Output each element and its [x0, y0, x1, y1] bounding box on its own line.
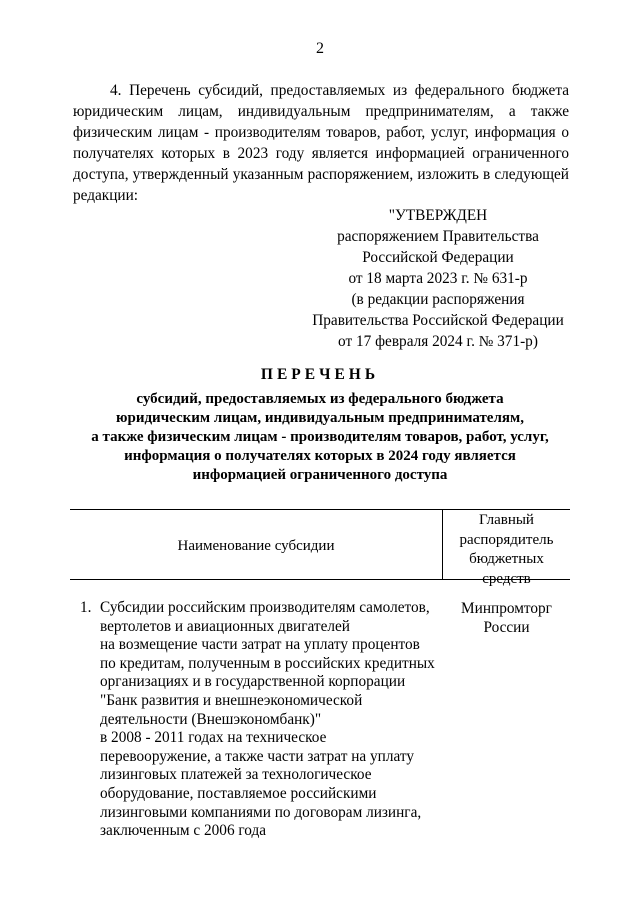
row-text-line: в 2008 - 2011 годах на техническое	[100, 729, 327, 747]
row-text-line: организациях и в государственной корпорации	[100, 673, 406, 691]
row-text-line: на возмещение части затрат на уплату процентов	[100, 636, 420, 654]
row-text-line: оборудование, поставляемое российскими	[100, 784, 377, 802]
row-text-line: деятельности (Внешэкономбанк)"	[100, 710, 322, 728]
document-title: ПЕРЕЧЕНЬ	[260, 366, 380, 383]
row-text-line: по кредитам, полученным в российских кредитных	[100, 654, 435, 672]
approval-line: Российской Федерации	[362, 249, 514, 266]
header-line: распорядитель	[459, 531, 554, 548]
row-text-line: лизинговыми компаниями по договорам лизинга,	[100, 803, 422, 821]
row-subsidy-text	[100, 599, 436, 841]
header-chief-administrator	[443, 511, 570, 589]
page-number: 2	[316, 40, 324, 57]
approval-block	[300, 205, 576, 352]
row-administrator	[443, 599, 570, 637]
header-line: Главный	[479, 512, 534, 528]
document-subtitle	[70, 390, 570, 485]
row-text-line: перевооружение, а также части затрат на уплату	[100, 747, 414, 765]
subtitle-line: а также физическим лицам - производителям товаров, работ, услуг,	[91, 429, 549, 445]
row-text-line: заключенным с 2006 года	[100, 822, 267, 840]
row-text-line: лизинговых платежей за технологическое	[100, 766, 372, 784]
approval-line: распоряжением Правительства	[337, 228, 539, 245]
subtitle-line: информация о получателях которых в 2024 году является	[124, 448, 516, 464]
row-text-line: "Банк развития и внешнеэкономической	[100, 691, 363, 709]
table-top-border	[70, 509, 570, 510]
approval-line: "УТВЕРЖДЕН	[388, 207, 488, 224]
row-text-line: Субсидии российским производителям самолетов,	[100, 599, 430, 616]
approval-line: (в редакции распоряжения	[351, 291, 525, 308]
approval-line: от 18 марта 2023 г. № 631-р	[348, 270, 528, 287]
header-line: бюджетных	[469, 551, 544, 567]
approval-line: Правительства Российской Федерации	[312, 312, 564, 329]
header-subsidy-name: Наименование субсидии	[177, 538, 335, 554]
header-line: средств	[482, 570, 531, 587]
subtitle-line: информацией ограниченного доступа	[192, 467, 448, 483]
subtitle-line: субсидий, предоставляемых из федерального бюджета	[136, 391, 504, 407]
intro-paragraph: 4. Перечень субсидий, предоставляемых из федерального бюджета юридическим лицам, индивидуальным предпринимателям, а также физическим лицам - производителям товаров, работ, услуг, информация о получателях которых в 2023 году является информацией ограниченного доступа, утвержденный указанным распоряжением, изложить в следующей редакции:	[73, 82, 569, 204]
row-text-line: вертолетов и авиационных двигателей	[100, 617, 350, 635]
row-admin-line: России	[483, 619, 530, 636]
row-number: 1.	[80, 599, 92, 616]
subtitle-line: юридическим лицам, индивидуальным предпринимателям,	[116, 410, 524, 426]
approval-line: от 17 февраля 2024 г. № 371-р)	[338, 333, 538, 350]
row-admin-line: Минпромторг	[461, 600, 552, 617]
